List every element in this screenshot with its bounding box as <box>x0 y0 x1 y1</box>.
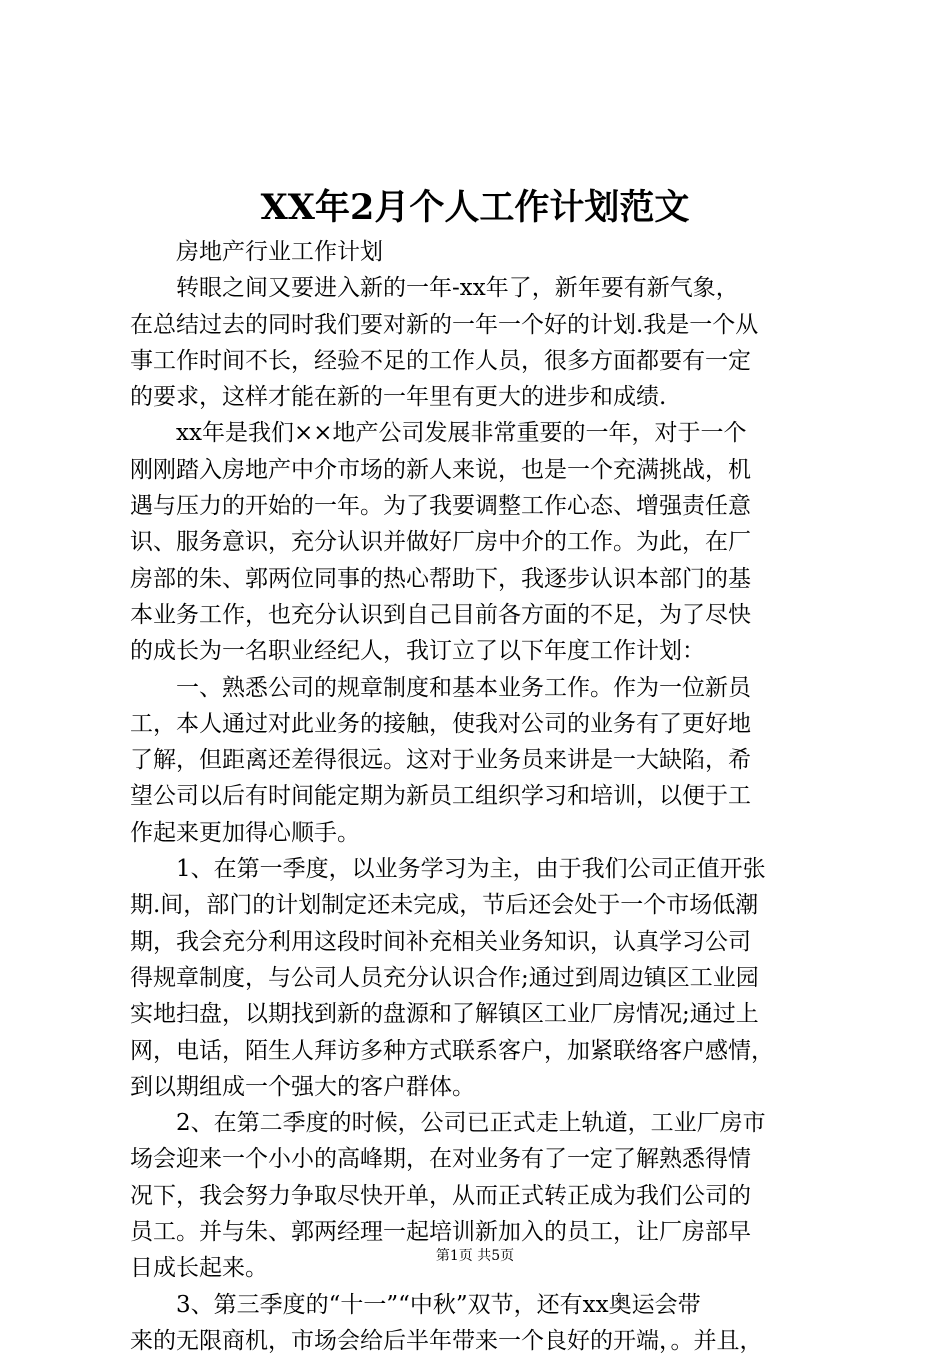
text-line: xx年是我们××地产公司发展非常重要的一年，对于一个 <box>130 420 747 447</box>
text-line: 了解，但距离还差得很远。这对于业务员来讲是一大缺陷，希 <box>130 747 751 774</box>
text-line: 识、服务意识，充分认识并做好厂房中介的工作。为此，在厂 <box>130 529 751 556</box>
text-line: 期，我会充分利用这段时间补充相关业务知识，认真学习公司 <box>130 928 751 955</box>
text-line: 员工。并与朱、郭两经理一起培训新加入的员工，让厂房部早 <box>130 1219 751 1246</box>
text-line: 的成长为一名职业经纪人，我订立了以下年度工作计划： <box>130 638 705 665</box>
text-line: 况下，我会努力争取尽快开单，从而正式转正成为我们公司的 <box>130 1182 751 1209</box>
text-line: 转眼之间又要进入新的一年-xx年了，新年要有新气象， <box>130 275 739 302</box>
text-line: 作起来更加得心顺手。 <box>130 819 360 846</box>
text-line: 1、在第一季度，以业务学习为主，由于我们公司正值开张 <box>130 856 766 883</box>
text-line: 2、在第二季度的时候，公司已正式走上轨道，工业厂房市 <box>130 1110 766 1137</box>
text-line: 实地扫盘，以期找到新的盘源和了解镇区工业厂房情况;通过上 <box>130 1001 759 1028</box>
text-line: 遇与压力的开始的一年。为了我要调整工作心态、增强责任意 <box>130 493 751 520</box>
text-line: 得规章制度，与公司人员充分认识合作;通过到周边镇区工业园 <box>130 964 759 991</box>
text-line: 望公司以后有时间能定期为新员工组织学习和培训，以便于工 <box>130 783 751 810</box>
text-line: 本业务工作，也充分认识到自己目前各方面的不足，为了尽快 <box>130 601 751 628</box>
text-line: 一、熟悉公司的规章制度和基本业务工作。作为一位新员 <box>130 674 751 701</box>
text-line: 刚刚踏入房地产中介市场的新人来说，也是一个充满挑战，机 <box>130 456 751 483</box>
text-line: 网，电话，陌生人拜访多种方式联系客户，加紧联络客户感情， <box>130 1037 774 1064</box>
text-line: 事工作时间不长，经验不足的工作人员，很多方面都要有一定 <box>130 347 751 374</box>
document-title: XX年2月个人工作计划范文 <box>260 187 690 228</box>
text-line: 场会迎来一个小小的高峰期，在对业务有了一定了解熟悉得情 <box>130 1146 751 1173</box>
text-line: 的要求，这样才能在新的一年里有更大的进步和成绩. <box>130 384 667 411</box>
text-line: 来的无限商机，市场会给后半年带来一个良好的开端，。并且， <box>130 1327 763 1354</box>
text-line: 期.间，部门的计划制定还未完成，节后还会处于一个市场低潮 <box>130 892 759 919</box>
page-footer: 第1页 共5页 <box>435 1248 515 1264</box>
text-line: 在总结过去的同时我们要对新的一年一个好的计划.我是一个从 <box>130 311 759 338</box>
text-line: 房地产行业工作计划 <box>130 239 383 265</box>
text-line: 日成长起来。 <box>130 1255 268 1282</box>
text-line: 3、第三季度的“十一”“中秋”双节，还有xx奥运会带 <box>130 1291 701 1318</box>
document-body <box>130 234 842 1359</box>
text-line: 到以期组成一个强大的客户群体。 <box>130 1073 475 1100</box>
text-line: 房部的朱、郭两位同事的热心帮助下，我逐步认识本部门的基 <box>130 565 751 592</box>
text-line: 工，本人通过对此业务的接触，使我对公司的业务有了更好地 <box>130 710 751 737</box>
